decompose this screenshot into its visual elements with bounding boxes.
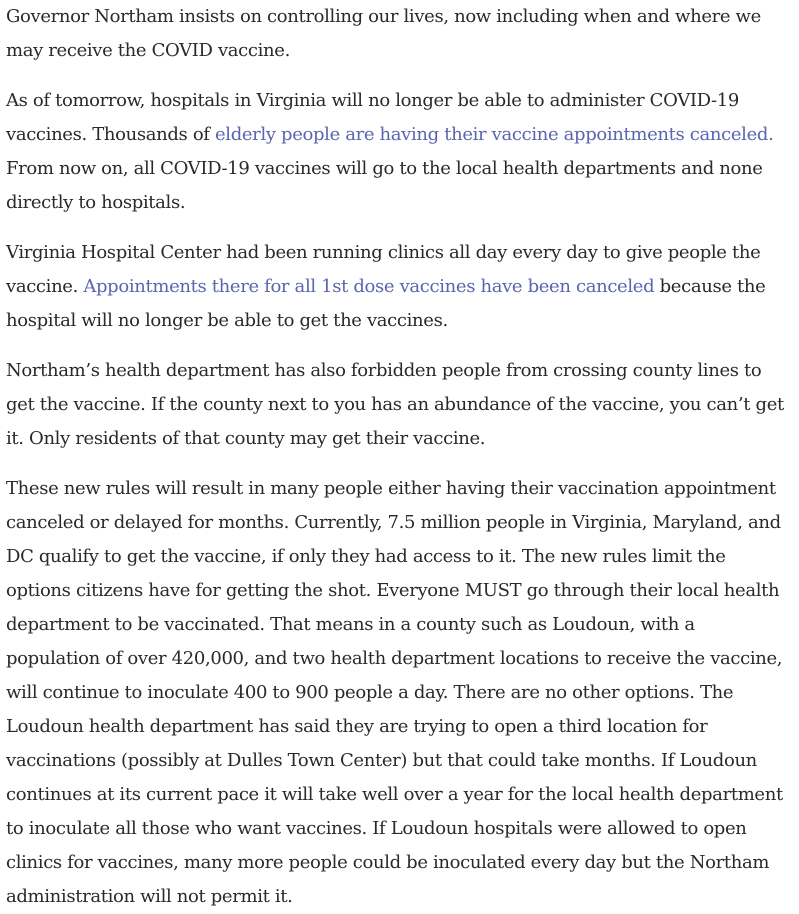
paragraph-vhc-text-before: Virginia Hospital Center had been running clinics all day every day to give people the vaccine. bbox=[6, 242, 761, 297]
paragraph-virginia-hospital-center bbox=[6, 236, 787, 338]
paragraph-hospitals-text-before: As of tomorrow, hospitals in Virginia will no longer be able to administer COVID-19 vaccines. Thousands of bbox=[6, 90, 739, 145]
link-appointments-canceled[interactable]: Appointments there for all 1st dose vaccines have been canceled bbox=[83, 276, 655, 297]
paragraph-hospitals-text-after: From now on, all COVID-19 vaccines will go to the local health departments and none directly to hospitals. bbox=[6, 158, 763, 213]
paragraph-vhc-text-after: because the hospital will no longer be able to get the vaccines. bbox=[6, 276, 766, 331]
link-elderly-appointments-canceled[interactable]: elderly people are having their vaccine appointments canceled. bbox=[215, 124, 774, 145]
paragraph-intro: Governor Northam insists on controlling our lives, now including when and where we may receive the COVID vaccine. bbox=[6, 6, 761, 61]
paragraph-new-rules: These new rules will result in many people either having their vaccination appointment canceled or delayed for months. Currently, 7.5 million people in Virginia, Maryland, and DC qualify to get the vaccine, if only they had access to it. The new rules limit the options citizens have for getting the shot. Everyone MUST go through their local health department to be vaccinated. That means in a county such as Loudoun, with a population of over 420,000, and two health department locations to receive the vaccine, will continue to inoculate 400 to 900 people a day. There are no other options. The Loudoun health department has said they are trying to open a third location for vaccinations (possibly at Dulles Town Center) but that could take months. If Loudoun continues at its current pace it will take well over a year for the local health department to inoculate all those who want vaccines. If Loudoun hospitals were allowed to open clinics for vaccines, many more people could be inoculated every day but the Northam administration will not permit it. bbox=[6, 478, 783, 907]
paragraph-county-lines: Northam’s health department has also forbidden people from crossing county lines to get the vaccine. If the county next to you has an abundance of the vaccine, you can’t get it. Only residents of that county may get their vaccine. bbox=[6, 360, 784, 449]
paragraph-hospitals bbox=[6, 84, 787, 220]
